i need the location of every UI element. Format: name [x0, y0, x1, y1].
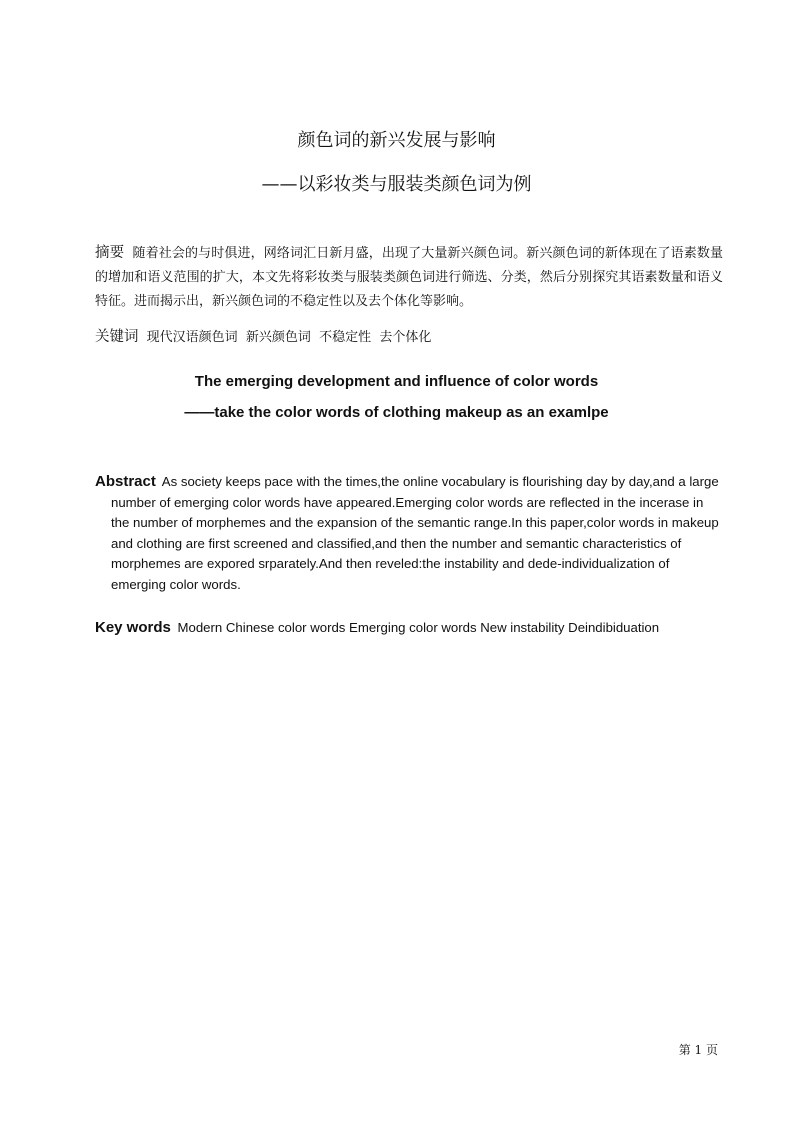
english-abstract [95, 472, 723, 596]
chinese-keywords-text: 现代汉语颜色词 新兴颜色词 不稳定性 去个体化 [146, 330, 432, 345]
chinese-title: 颜色词的新兴发展与影响 [297, 130, 496, 151]
english-abstract-text: As society keeps pace with the times,the online vocabulary is flourishing day by day,and a large number of emerging color words have appeared.Emerging color words are reflected in the incerase in the number of morphemes and the expansion of the semantic range.In this paper,color words in makeup and clothing are first screened and classified,and then the number and semantic characteristics of morphemes are expored srparately.And then reveled:the instability and dede-individualization of emerging color words. [111, 474, 719, 592]
chinese-keywords-label: 关键词 [95, 329, 139, 345]
english-keywords-label: Key words [95, 619, 171, 636]
english-title: The emerging development and influence of color words [194, 373, 599, 390]
english-keywords-text: Modern Chinese color words Emerging color words New instability Deindibiduation [177, 620, 660, 635]
english-abstract-label: Abstract [95, 473, 156, 490]
chinese-keywords [95, 325, 723, 350]
chinese-abstract [95, 241, 723, 314]
english-keywords [95, 618, 723, 639]
chinese-abstract-label: 摘要 [95, 245, 125, 261]
english-subtitle: ——take the color words of clothing makeup as an examlpe [184, 404, 609, 421]
chinese-subtitle: ——以彩妆类与服装类颜色词为例 [261, 174, 532, 195]
page-number: 第 1 页 [678, 1043, 718, 1057]
chinese-abstract-text: 随着社会的与时俱进，网络词汇日新月盛，出现了大量新兴颜色词。新兴颜色词的新体现在了语素数量的增加和语义范围的扩大，本文先将彩妆类与服装类颜色词进行筛选、分类，然后分别探究其语素数量和语义特征。进而揭示出，新兴颜色词的不稳定性以及去个体化等影响。 [95, 246, 723, 309]
